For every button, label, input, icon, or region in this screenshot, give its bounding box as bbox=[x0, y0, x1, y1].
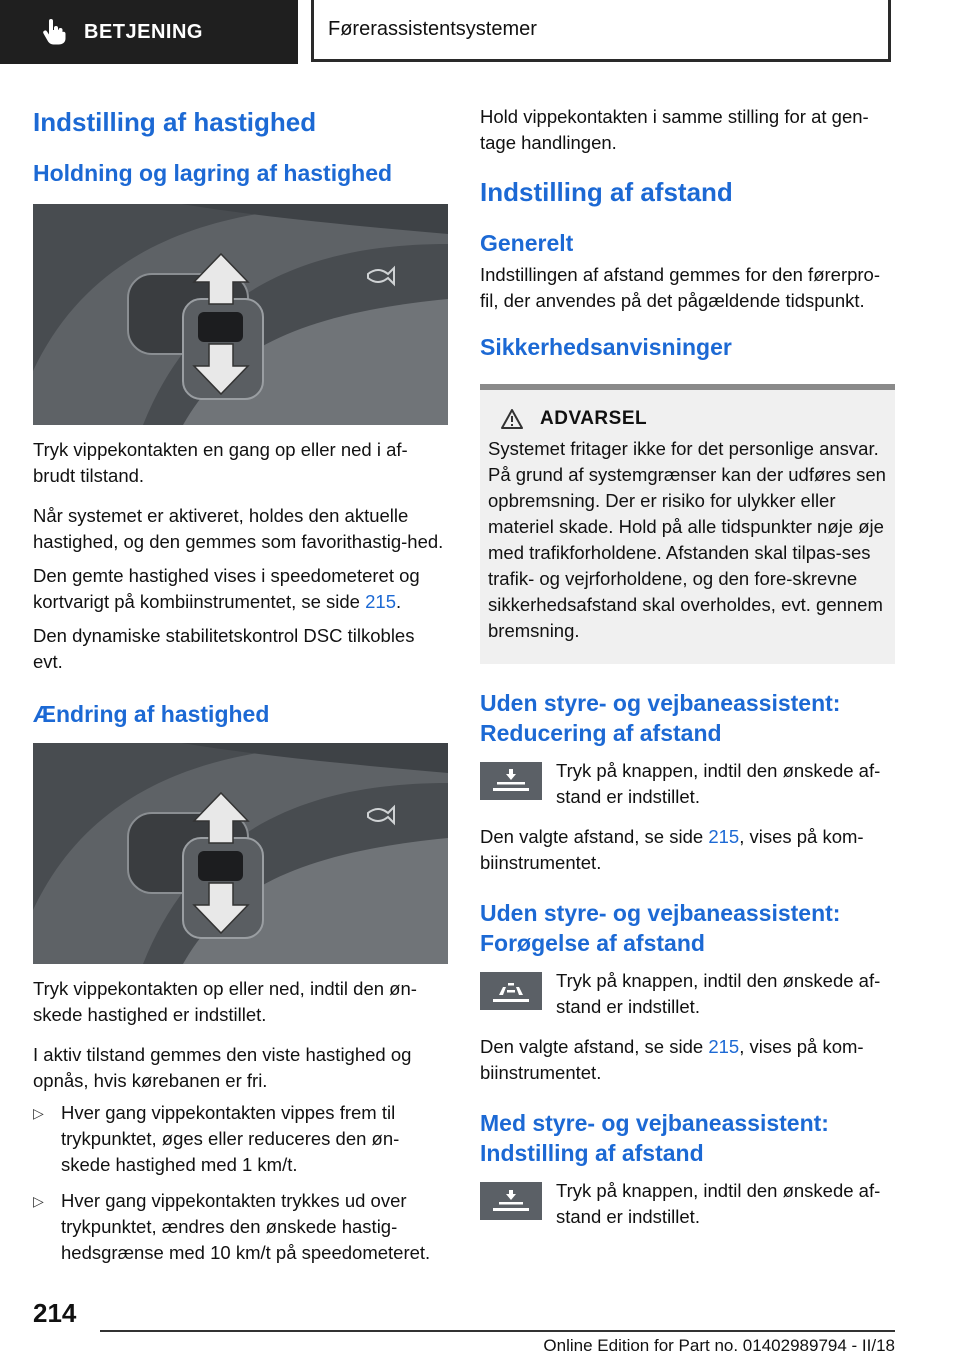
subheading-reduce-distance: Uden styre- og vejbaneassistent: Reducering af afstand bbox=[480, 690, 841, 746]
edition-note: Online Edition for Part no. 01402989794 - II/18 bbox=[543, 1336, 895, 1355]
subheading-safety: Sikkerhedsanvisninger bbox=[480, 334, 732, 360]
list-item bbox=[33, 1100, 448, 1178]
paragraph: Tryk vippekontakten en gang op eller ned i af-brudt tilstand. bbox=[33, 439, 408, 486]
section-tab bbox=[0, 0, 298, 64]
warning-title: ADVARSEL bbox=[540, 408, 648, 429]
paragraph bbox=[480, 824, 895, 876]
hand-pointer-icon bbox=[40, 18, 68, 46]
button-instruction bbox=[480, 758, 895, 810]
section-heading: Indstilling af afstand bbox=[480, 177, 733, 207]
button-instruction bbox=[480, 968, 895, 1020]
steering-wheel-illustration-1 bbox=[33, 204, 448, 425]
warning-triangle-icon bbox=[500, 408, 524, 430]
list-item-text: Hver gang vippekontakten trykkes ud over trykpunktet, ændres den ønskede hastig-hedsgrænse med 10 km/t på speedometeret. bbox=[61, 1190, 431, 1263]
page-link[interactable]: 215 bbox=[365, 591, 396, 612]
paragraph: Tryk vippekontakten op eller ned, indtil den øn-skede hastighed er indstillet. bbox=[33, 978, 417, 1025]
distance-decrease-icon bbox=[480, 762, 542, 800]
instruction-text: Tryk på knappen, indtil den ønskede af-stand er indstillet. bbox=[556, 970, 881, 1017]
paragraph-text: Den valgte afstand, se side bbox=[480, 826, 709, 847]
paragraph-text: , vises på kom-biinstrumentet. bbox=[480, 826, 864, 873]
page-number: 214 bbox=[33, 1298, 77, 1328]
chapter-title: Førerassistentsystemer bbox=[328, 18, 537, 40]
warning-header bbox=[500, 408, 887, 430]
paragraph bbox=[480, 1034, 895, 1086]
chapter-header bbox=[311, 0, 891, 62]
paragraph: Hold vippekontakten i samme stilling for at gen-tage handlingen. bbox=[480, 106, 869, 153]
paragraph-text: , vises på kom-biinstrumentet. bbox=[480, 1036, 864, 1083]
left-column bbox=[33, 100, 448, 1266]
paragraph-text: Den gemte hastighed vises i speedometeret og kortvarigt på kombiinstrumentet, se side bbox=[33, 565, 420, 612]
subheading-hold-save: Holdning og lagring af hastighed bbox=[33, 160, 393, 186]
paragraph-text: . bbox=[396, 591, 402, 612]
paragraph-text: Den valgte afstand, se side bbox=[480, 1036, 709, 1057]
paragraph: Indstillingen af afstand gemmes for den førerpro-fil, der anvendes på det pågældende tidspunkt. bbox=[480, 264, 880, 311]
bullet-triangle-icon: ▷ bbox=[33, 1193, 44, 1209]
instruction-text: Tryk på knappen, indtil den ønskede af-stand er indstillet. bbox=[556, 1180, 881, 1227]
section-heading: Indstilling af hastighed bbox=[33, 107, 317, 137]
list-item-text: Hver gang vippekontakten vippes frem til trykpunktet, øges eller reduceres den øn-skede hastighed med 1 km/t. bbox=[61, 1102, 400, 1175]
distance-increase-icon bbox=[480, 972, 542, 1010]
footer-divider bbox=[100, 1330, 895, 1332]
subheading-increase-distance: Uden styre- og vejbaneassistent: Forøgelse af afstand bbox=[480, 900, 841, 956]
instruction-text: Tryk på knappen, indtil den ønskede af-stand er indstillet. bbox=[556, 760, 881, 807]
paragraph: Den dynamiske stabilitetskontrol DSC tilkobles evt. bbox=[33, 625, 415, 672]
paragraph: Når systemet er aktiveret, holdes den aktuelle hastighed, og den gemmes som favorithastig-hed. bbox=[33, 505, 444, 552]
list-item bbox=[33, 1188, 448, 1266]
distance-set-icon bbox=[480, 1182, 542, 1220]
subheading-change-speed: Ændring af hastighed bbox=[33, 701, 270, 727]
section-label: BETJENING bbox=[84, 20, 203, 43]
paragraph: I aktiv tilstand gemmes den viste hastighed og opnås, hvis kørebanen er fri. bbox=[33, 1044, 412, 1091]
page-link[interactable]: 215 bbox=[708, 1036, 740, 1057]
paragraph bbox=[33, 563, 448, 615]
right-column bbox=[480, 100, 895, 1230]
bullet-triangle-icon: ▷ bbox=[33, 1105, 44, 1121]
steering-wheel-illustration-2 bbox=[33, 743, 448, 964]
warning-text: Systemet fritager ikke for det personlige ansvar. På grund af systemgrænser kan der udføres sen opbremsning. Der er risiko for ulykker eller materiel skade. Hold på alle tidspunkter nøje øje med trafikforholdene. Afstanden skal tilpas-ses trafik- og vejrforholdene, og den fore-skrevne sikkerhedsafstand skal overholdes, evt. gennem bremsning. bbox=[488, 438, 886, 641]
page-link[interactable]: 215 bbox=[708, 826, 740, 847]
subheading-set-distance: Med styre- og vejbaneassistent: Indstilling af afstand bbox=[480, 1110, 829, 1166]
button-instruction bbox=[480, 1178, 895, 1230]
warning-box bbox=[480, 384, 895, 664]
subheading-general: Generelt bbox=[480, 230, 574, 256]
